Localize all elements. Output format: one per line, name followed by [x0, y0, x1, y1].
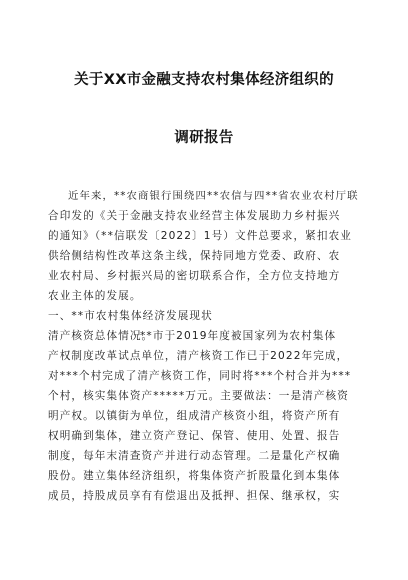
intro-line-6: 农业主体的发展。 [48, 290, 142, 302]
body-line-3: 对***个村完成了清产核资工作，同时将***个村合并为*** [48, 370, 352, 382]
body-line-7: 制度，每年末清查资产并进行动态管理。二是量化产权确 [48, 450, 341, 462]
body-line-2: 产权制度改革试点单位，清产核资工作已于2022年完成， [48, 350, 349, 362]
intro-line-5: 业农村局、乡村振兴局的密切联系合作，全方位支持地方 [48, 270, 341, 282]
body-line-8: 股份。建立集体经济组织，将集体资产折股量化到本集体 [48, 470, 341, 482]
document-title-line-2: 调研报告 [174, 130, 234, 146]
body-line-1: **市于2019年度被国家列为农村集体 [140, 330, 337, 342]
intro-line-3: 的通知》（**信联发〔2022〕1号）文件总要求，紧扣农业 [48, 230, 352, 242]
intro-line-4: 供给侧结构性改革这条主线，保持同地方党委、政府、农 [48, 250, 341, 262]
body-line-4: 个村，核实集体资产*****万元。主要做法：一是清产核资 [48, 390, 349, 402]
intro-line-2: 合印发的《关于金融支持农业经营主体发展助力乡村振兴 [48, 210, 341, 222]
body-line-5: 明产权。以镇街为单位，组成清产核资小组，将资产所有 [48, 410, 341, 422]
intro-line-1: 近年来，**农商银行围绕四**农信与四**省农业农村厅联 [68, 190, 359, 202]
document-title-line-1: 关于XX市金融支持农村集体经济组织的 [74, 72, 334, 88]
body-line-6: 权明确到集体，建立资产登记、保管、使用、处置、报告 [48, 430, 341, 442]
body-line-9: 成员，持股成员享有有偿退出及抵押、担保、继承权，实 [48, 490, 341, 502]
sub-heading: 清产核资总体情况。 [48, 330, 154, 342]
section-heading: 一、**市农村集体经济发展现状 [48, 310, 213, 322]
